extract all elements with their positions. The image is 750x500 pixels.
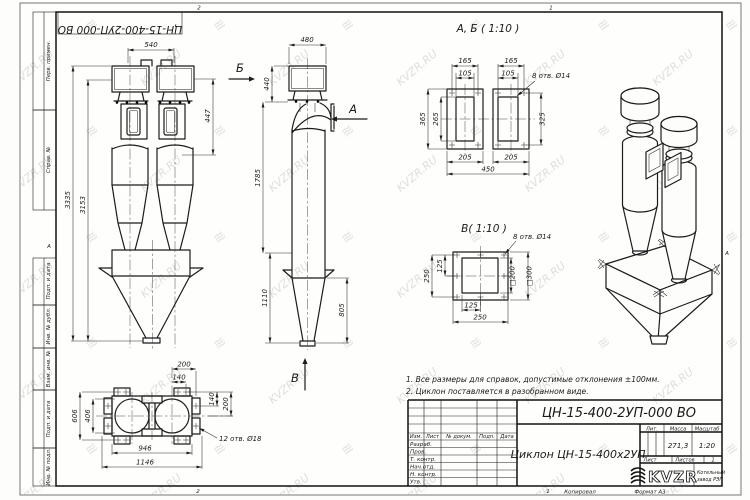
dim-square-200: □200	[508, 266, 517, 286]
holes-note-plan: 12 отв. Ø18	[219, 435, 262, 443]
product-name: Циклон ЦН-15-400х2УП	[510, 448, 646, 461]
stamp-perv-primen: Перв. примен.	[46, 40, 52, 82]
mass-label: Масса	[669, 426, 687, 433]
dim-square-300: □300	[525, 266, 534, 286]
dim-480: 480	[300, 36, 314, 44]
col-doc: № докум.	[446, 434, 472, 440]
dim-265: 265	[432, 112, 440, 126]
dim-440: 440	[263, 77, 271, 91]
dim-1785: 1785	[254, 169, 262, 187]
dim-125-bottom: 125	[464, 301, 478, 310]
col-data: Дата	[500, 434, 514, 440]
holes-note-v: 8 отв. Ø14	[513, 233, 552, 241]
dim-105-left: 105	[458, 69, 472, 78]
copied-label: Копировал	[564, 489, 596, 496]
dim-946: 946	[138, 444, 152, 453]
dim-540: 540	[144, 41, 158, 49]
dim-250-left: 250	[423, 269, 431, 283]
zone-number-bottom-right: 1	[546, 489, 550, 495]
dim-365: 365	[419, 112, 427, 126]
sheets-label: Листов	[675, 457, 695, 464]
dim-325: 325	[538, 112, 547, 126]
dim-140-top: 140	[172, 373, 186, 382]
zone-number-bottom-left: 2	[196, 489, 200, 495]
dim-200-right: 200	[222, 397, 230, 411]
dim-3335: 3335	[64, 191, 72, 209]
sheet-label: Лист	[643, 457, 657, 464]
zone-number-top-right: 1	[549, 5, 553, 12]
holes-note-ab: 8 отв. Ø14	[532, 72, 571, 80]
view-arrow-a-label: А	[349, 102, 357, 116]
dim-205-right: 205	[504, 153, 518, 162]
zone-letter-right: А	[725, 251, 729, 257]
dim-125-left: 125	[436, 259, 444, 273]
dim-140-right: 140	[208, 392, 216, 406]
dim-205-left: 205	[458, 153, 472, 162]
view-arrow-v-label: В	[291, 371, 299, 385]
dim-606: 606	[71, 409, 79, 423]
row-tkontr: Т. контр.	[410, 456, 437, 463]
scale-label: Масштаб	[694, 426, 720, 433]
dim-447: 447	[204, 109, 212, 123]
zone-letter-left: А	[47, 244, 51, 250]
sheets-value: 1	[711, 457, 715, 464]
logo-subtext-1: Котельный	[697, 471, 726, 476]
dim-165-left: 165	[458, 57, 472, 65]
dim-1146: 1146	[136, 458, 154, 467]
note-line-2: 2. Циклон поставляется в разобранном виде.	[406, 387, 589, 396]
format-label: Формат А3	[634, 489, 666, 496]
top-designation-stamp: ЦН-15-400-2УП-000 ВО	[57, 23, 183, 35]
row-nachotd: Нач.отд.	[410, 464, 436, 471]
view-arrow-b-label: Б	[236, 61, 244, 75]
dim-805: 805	[338, 303, 346, 317]
dim-200-top: 200	[177, 360, 191, 369]
section-ab-title: А, Б ( 1:10 )	[456, 23, 520, 35]
stamp-sprav-no: Справ. №	[46, 146, 52, 174]
row-prov: Пров.	[410, 449, 427, 456]
doc-designation: ЦН-15-400-2УП-000 ВО	[541, 406, 697, 421]
dim-1110: 1110	[261, 289, 269, 307]
col-izm: Изм.	[409, 434, 423, 440]
dim-250-bottom: 250	[473, 313, 487, 322]
col-list: Лист	[425, 434, 440, 440]
row-razrab: Разраб.	[410, 441, 432, 448]
dim-450: 450	[481, 165, 495, 174]
zone-number-top-left: 2	[197, 5, 201, 12]
note-line-1: 1. Все размеры для справок, допустимые отклонения ±100мм.	[406, 375, 660, 384]
row-nkontr: Н. контр.	[410, 471, 437, 478]
dim-3153: 3153	[79, 196, 87, 214]
stamp-inv-dubl: Инв. № дубл.	[46, 307, 52, 345]
logo-text: KVZR	[648, 468, 698, 486]
lit-label: Лит.	[646, 426, 658, 433]
stamp-podp-data-2: Подп. и дата	[46, 400, 52, 438]
stamp-inv-podl: Инв. № подл.	[46, 448, 52, 486]
scale-value: 1:20	[698, 441, 716, 450]
section-v-title: В( 1:10 )	[461, 223, 507, 235]
dim-165-right: 165	[504, 57, 518, 65]
mass-value: 271,3	[667, 441, 689, 450]
stamp-vzam-inv: Взам. инв. №	[46, 350, 52, 388]
dim-105-right: 105	[501, 69, 515, 78]
stamp-podp-data-1: Подп. и дата	[46, 262, 52, 300]
col-podp: Подп.	[479, 434, 495, 440]
logo-subtext-2: завод РЭП	[697, 478, 723, 483]
dim-406: 406	[84, 409, 92, 423]
row-utv: Утв.	[410, 479, 422, 486]
